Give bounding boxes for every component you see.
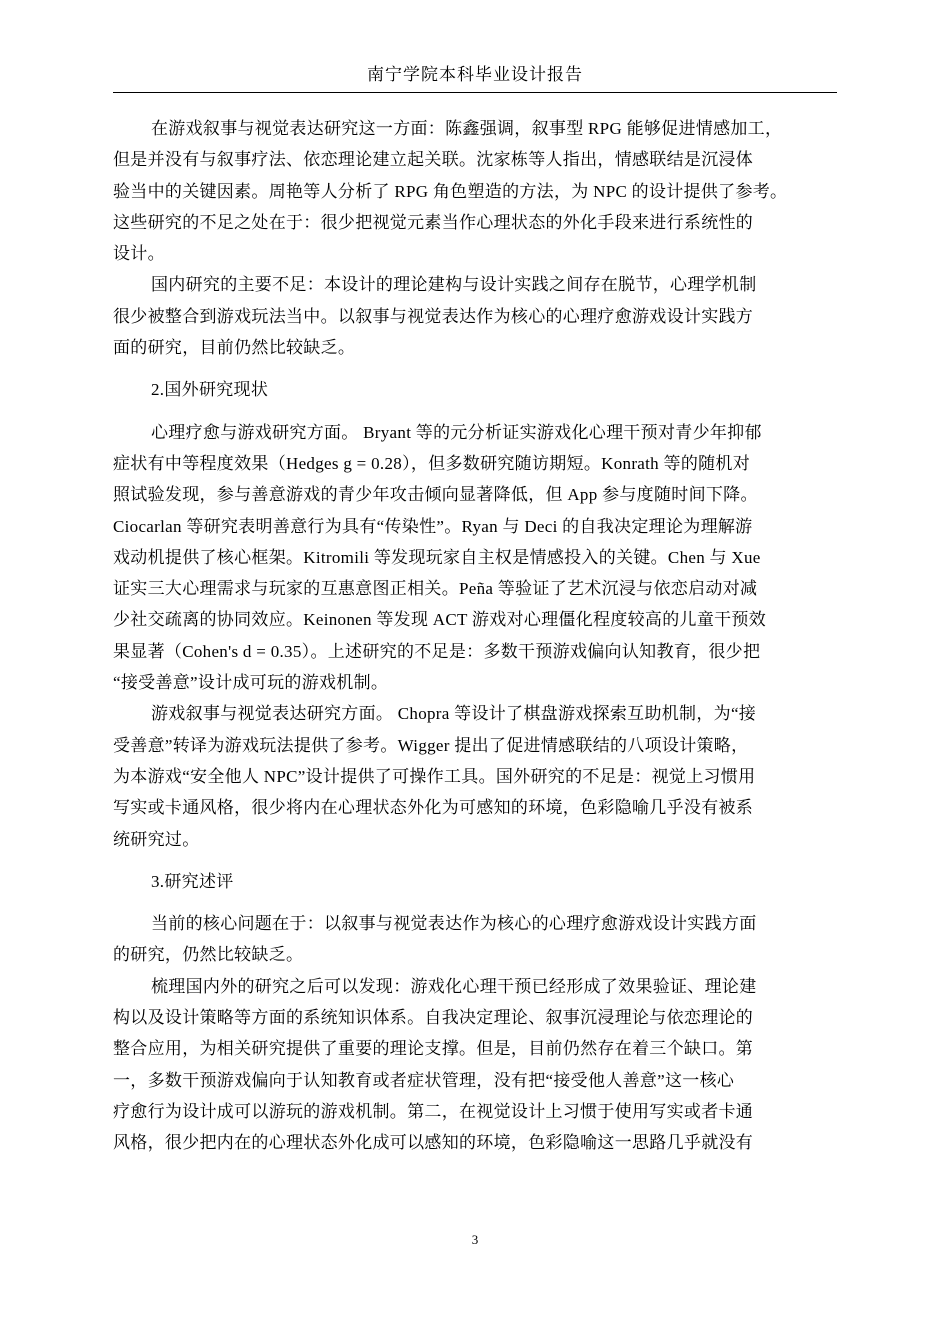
paragraph-line: 面的研究，目前仍然比较缺乏。 (113, 338, 356, 358)
paragraph-line: 少社交疏离的协同效应。Keinonen 等发现 ACT 游戏对心理僵化程度较高的儿童干预效 (113, 610, 767, 630)
paragraph-line: 写实或卡通风格，很少将内在心理状态外化为可感知的环境，色彩隐喻几乎没有被系 (113, 798, 754, 818)
paragraph-line: “接受善意”设计成可玩的游戏机制。 (113, 673, 389, 693)
paragraph (113, 698, 837, 854)
section-gap (113, 855, 837, 866)
paragraph (113, 417, 837, 699)
paragraph-line: 为本游戏“安全他人 NPC”设计提供了可操作工具。国外研究的不足是：视觉上习惯用 (113, 766, 756, 786)
page-number: 3 (471, 1232, 479, 1247)
section-gap (113, 406, 837, 417)
paragraph-line: 很少被整合到游戏玩法当中。以叙事与视觉表达作为核心的心理疗愈游戏设计实践方 (113, 306, 754, 326)
page-header: 南宁学院本科毕业设计报告 (367, 65, 583, 84)
paragraph-line: 这些研究的不足之处在于：很少把视觉元素当作心理状态的外化手段来进行系统性的 (113, 212, 754, 232)
paragraph (113, 269, 837, 363)
paragraph-line: 国内研究的主要不足：本设计的理论建构与设计实践之间存在脱节，心理学机制 (151, 275, 757, 295)
section-gap (113, 363, 837, 374)
paragraph-line: 症状有中等程度效果（Hedges g = 0.28），但多数研究随访期短。Konrath 等的随机对 (113, 453, 751, 473)
paragraph-line: 构以及设计策略等方面的系统知识体系。自我决定理论、叙事沉浸理论与依恋理论的 (113, 1008, 754, 1028)
document-body (113, 113, 837, 1159)
paragraph-line: 当前的核心问题在于：以叙事与视觉表达作为核心的心理疗愈游戏设计实践方面 (151, 914, 757, 934)
paragraph-line: Ciocarlan 等研究表明善意行为具有“传染性”。Ryan 与 Deci 的自我决定理论为理解游 (113, 516, 753, 536)
paragraph-line: 果显著（Cohen's d = 0.35）。上述研究的不足是：多数干预游戏偏向认知教育，很少把 (113, 641, 761, 661)
paragraph-line: 风格，很少把内在的心理状态外化成可以感知的环境，色彩隐喻这一思路几乎就没有 (113, 1133, 754, 1153)
paragraph-line: 验当中的关键因素。周艳等人分析了 RPG 角色塑造的方法，为 NPC 的设计提供了参考。 (113, 181, 788, 201)
paragraph-line: 疗愈行为设计成可以游玩的游戏机制。第二，在视觉设计上习惯于使用写实或者卡通 (113, 1101, 754, 1121)
section-heading: 3.研究述评 (151, 871, 234, 891)
paragraph-line: 梳理国内外的研究之后可以发现：游戏化心理干预已经形成了效果验证、理论建 (151, 976, 757, 996)
paragraph-line: 游戏叙事与视觉表达研究方面。 Chopra 等设计了棋盘游戏探索互助机制，为“接 (151, 704, 757, 724)
section-gap (113, 897, 837, 908)
paragraph-line: 受善意”转译为游戏玩法提供了参考。Wigger 提出了促进情感联结的八项设计策略， (113, 735, 749, 755)
paragraph-line: 整合应用，为相关研究提供了重要的理论支撑。但是，目前仍然存在着三个缺口。第 (113, 1039, 754, 1059)
paragraph-line: 一，多数干预游戏偏向于认知教育或者症状管理，没有把“接受他人善意”这一核心 (113, 1070, 735, 1090)
paragraph-line: 统研究过。 (113, 829, 200, 849)
paragraph-line: 的研究，仍然比较缺乏。 (113, 945, 304, 965)
paragraph-line: 心理疗愈与游戏研究方面。 Bryant 等的元分析证实游戏化心理干预对青少年抑郁 (151, 422, 762, 442)
section-heading: 2.国外研究现状 (151, 380, 269, 400)
paragraph (113, 908, 837, 971)
paragraph-line: 但是并没有与叙事疗法、依恋理论建立起关联。沈家栋等人指出，情感联结是沉浸体 (113, 150, 754, 170)
paragraph (113, 113, 837, 269)
paragraph-line: 照试验发现，参与善意游戏的青少年攻击倾向显著降低，但 App 参与度随时间下降。 (113, 485, 758, 505)
paragraph (113, 971, 837, 1159)
paragraph-line: 在游戏叙事与视觉表达研究这一方面：陈鑫强调，叙事型 RPG 能够促进情感加工， (151, 119, 783, 138)
paragraph-line: 证实三大心理需求与玩家的互惠意图正相关。Peña 等验证了艺术沉浸与依恋启动对减 (113, 579, 758, 599)
header-rule (113, 92, 837, 93)
paragraph-line: 设计。 (113, 244, 165, 264)
paragraph-line: 戏动机提供了核心框架。Kitromili 等发现玩家自主权是情感投入的关键。Chen 与 Xue (113, 547, 761, 567)
